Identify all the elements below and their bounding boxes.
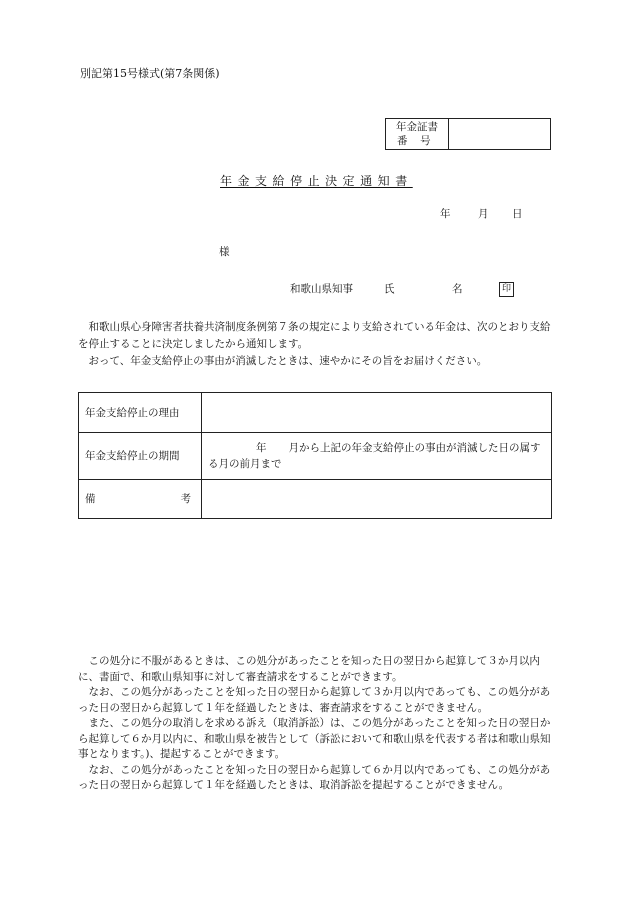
appeal-paragraph-4: なお、この処分があったことを知った日の翌日から起算して６か月以内であっても、この処分があった日の翌日から起算して１年を経過したときは、取消訴訟を提起することができません。 — [78, 763, 551, 791]
document-title: 年金支給停止決定通知書 — [220, 174, 413, 188]
intro-text — [78, 319, 552, 370]
period-field[interactable] — [202, 433, 552, 480]
addressee-suffix: 様 — [219, 246, 230, 258]
date-year-label: 年 — [440, 208, 451, 220]
certificate-number-label — [386, 119, 449, 150]
appeal-paragraph-1: この処分に不服があるときは、この処分があったことを知った日の翌日から起算して３か月以内に、書面で、和歌山県知事に対して審査請求をすることができます。 — [78, 655, 540, 683]
issuer-office: 和歌山県知事 — [290, 283, 353, 295]
suspension-details-table — [78, 392, 552, 519]
date-day-label: 日 — [512, 208, 523, 220]
reason-label: 年金支給停止の理由 — [79, 393, 202, 433]
period-label: 年金支給停止の期間 — [79, 433, 202, 480]
issuer-name-label-2: 名 — [452, 283, 463, 295]
form-number: 別記第15号様式(第7条関係) — [80, 67, 220, 80]
seal-icon: 印 — [499, 282, 514, 297]
certificate-number-field[interactable] — [449, 119, 551, 150]
appeal-notice — [78, 654, 552, 794]
period-description: 月から上記の年金支給停止の事由が消滅した日の属する月の前月まで — [208, 442, 541, 470]
appeal-paragraph-3: また、この処分の取消しを求める訴え（取消訴訟）は、この処分があったことを知った日の翌日から起算して６か月以内に、和歌山県を被告として（訴訟において和歌山県を代表する者は和歌山県知事となります。)、提起することができます。 — [78, 717, 551, 760]
intro-paragraph-2: おって、年金支給停止の事由が消滅したときは、速やかにその旨をお届けください。 — [88, 355, 488, 367]
intro-paragraph-1: 和歌山県心身障害者扶養共済制度条例第７条の規定により支給されている年金は、次のとおり支給を停止することに決定しましたから通知します。 — [78, 321, 551, 350]
remarks-field[interactable] — [202, 480, 552, 519]
certificate-number-box — [385, 118, 551, 150]
issuer-name-label-1: 氏 — [384, 283, 395, 295]
remarks-label-2: 考 — [180, 493, 191, 505]
certificate-label-line2: 番号 — [397, 135, 444, 147]
reason-field[interactable] — [202, 393, 552, 433]
remarks-label-1: 備 — [85, 493, 96, 505]
certificate-label-line1: 年金証書 — [396, 121, 438, 133]
period-year-label: 年 — [256, 442, 267, 454]
remarks-label — [79, 480, 202, 519]
date-month-label: 月 — [478, 208, 489, 220]
issuer-line — [290, 282, 530, 302]
appeal-paragraph-2: なお、この処分があったことを知った日の翌日から起算して３か月以内であっても、この処分があった日の翌日から起算して１年を経過したときは、審査請求をすることができません。 — [78, 686, 551, 714]
